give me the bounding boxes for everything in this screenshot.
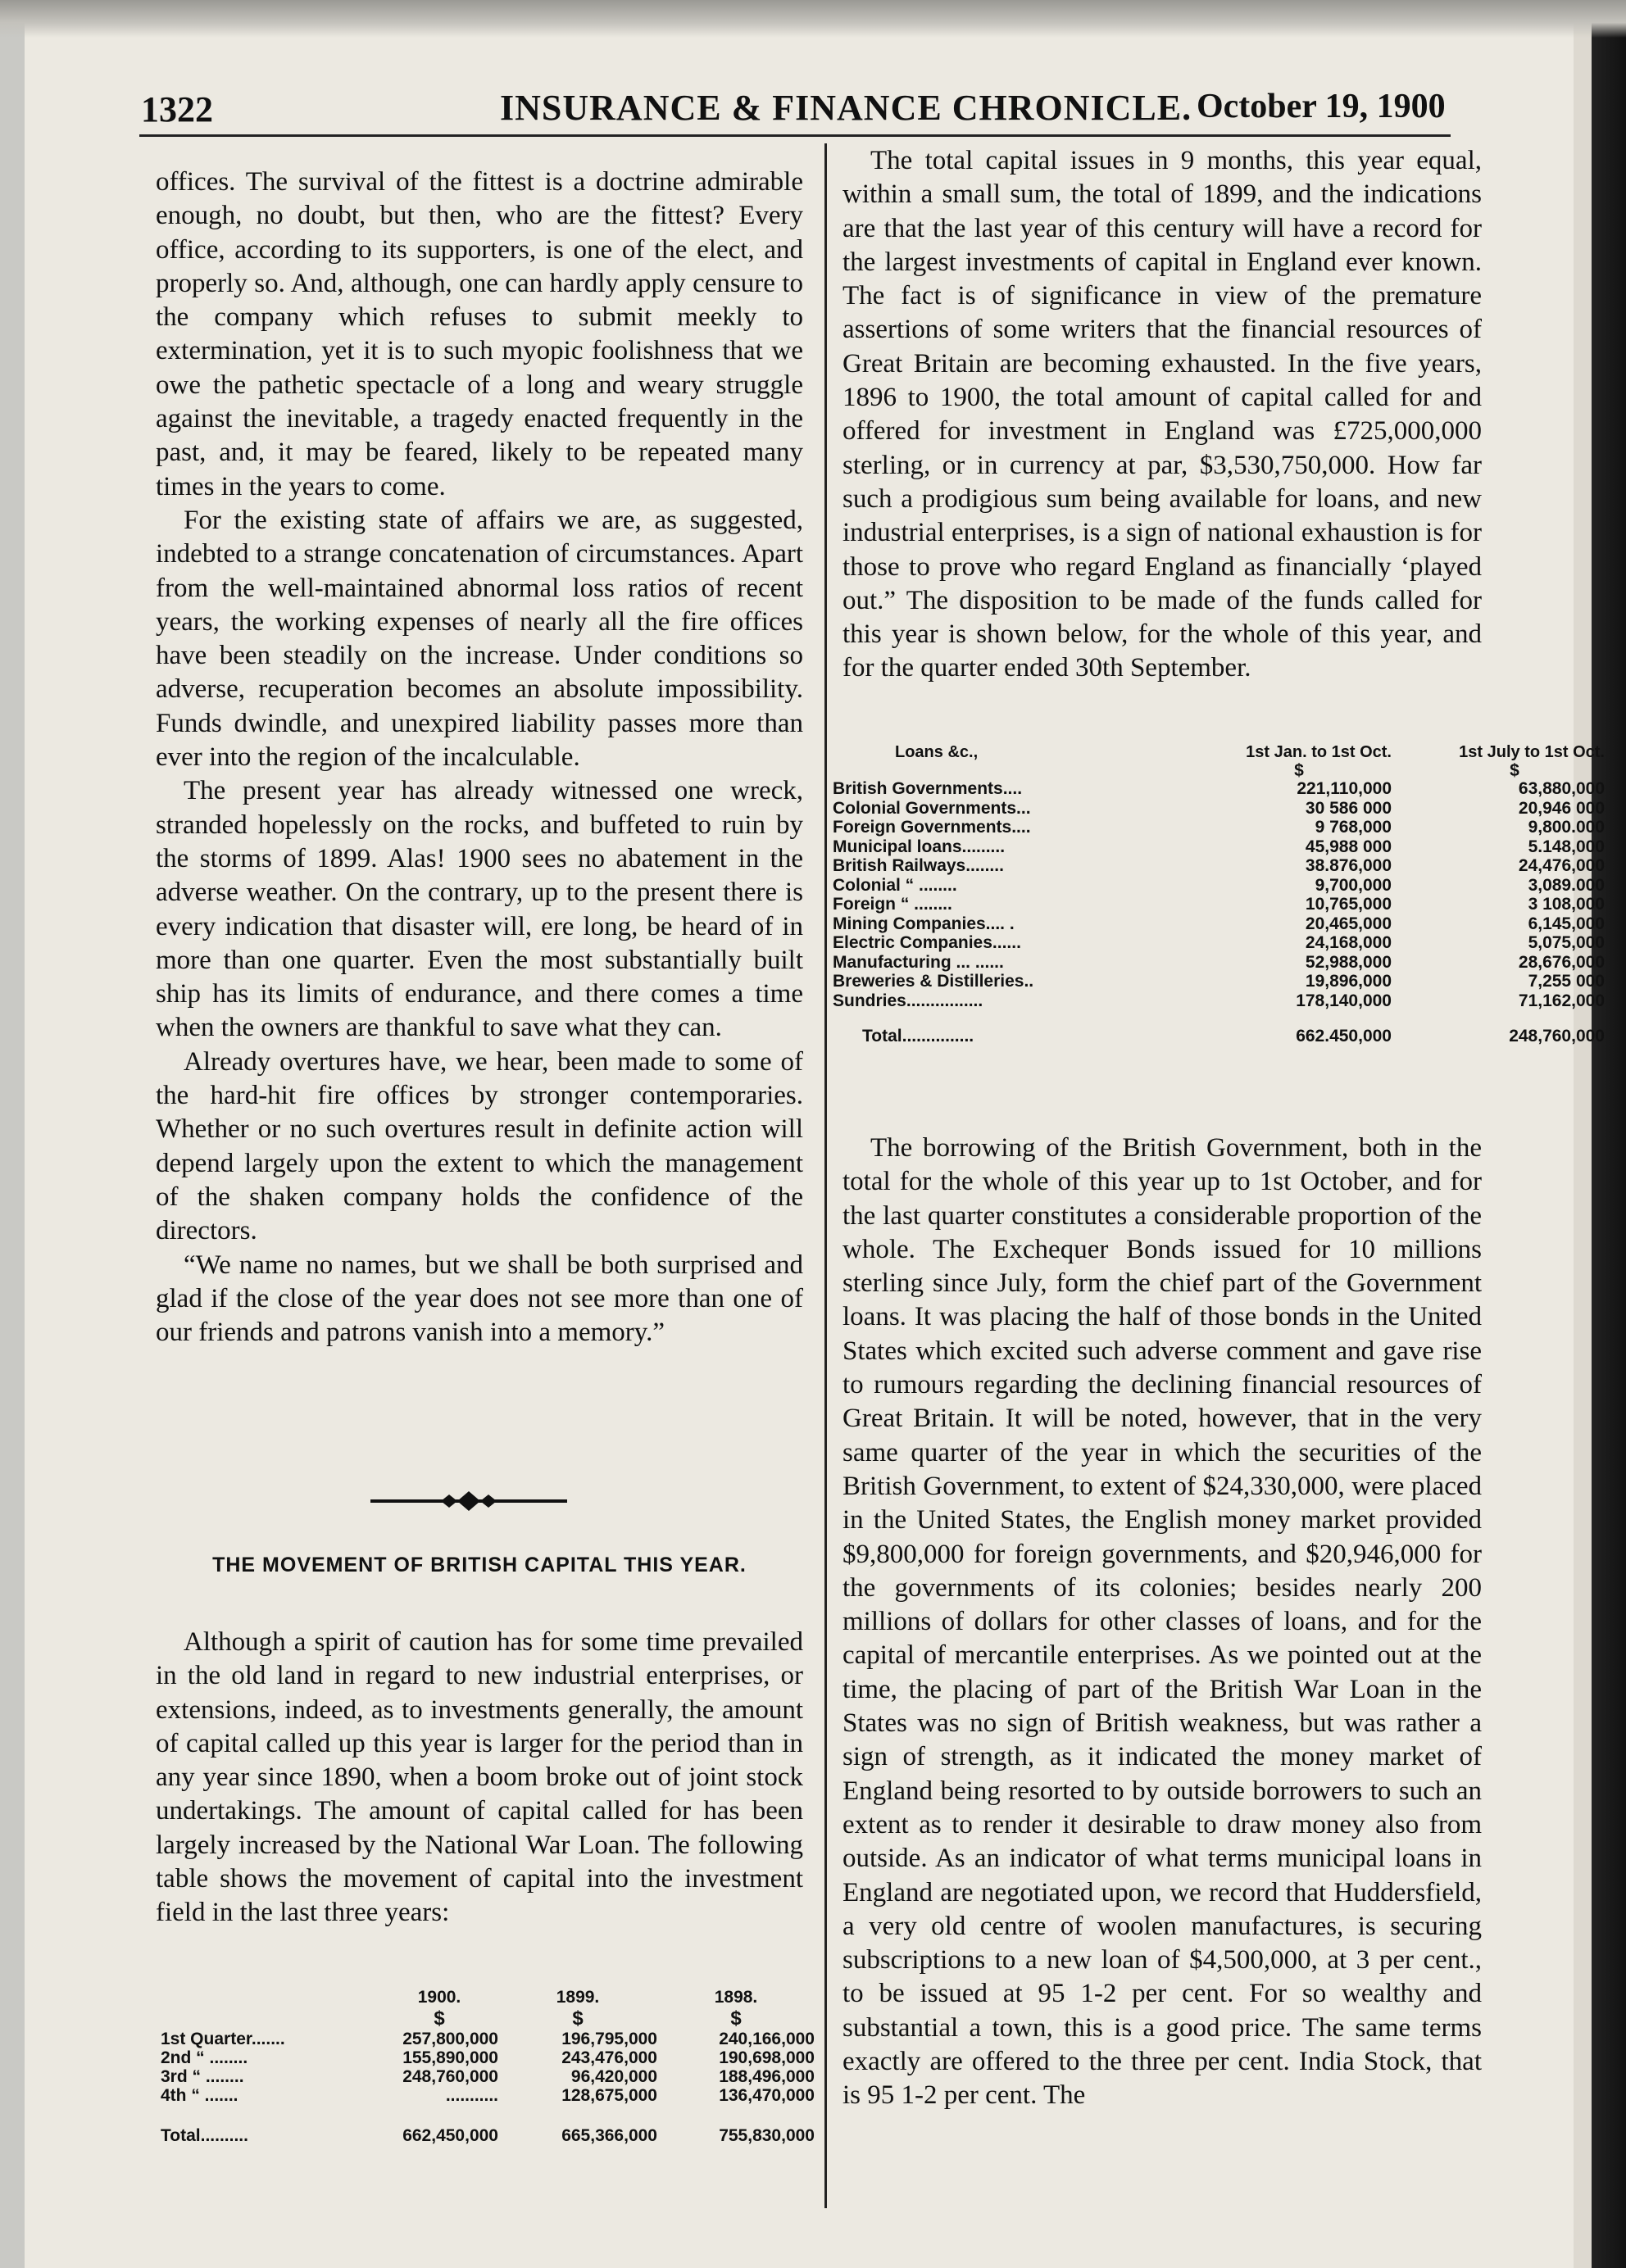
cell: 9,700,000 [1315,875,1392,895]
paragraph: Already overtures have, we hear, been made to some of the hard-hit fire offices by stronger contemporaries. Whether or no such overtures result in definite action will depend largely upon the extent to which the management of the shaken company holds the confidence of the directors. [156,1046,803,1246]
column-divider [824,143,827,2208]
cell: 155,890,000 [402,2048,498,2067]
cell: 243,476,000 [561,2048,657,2067]
cell: 665,366,000 [561,2126,657,2145]
cell: 45,988 000 [1305,837,1392,856]
column-header: 1899. [556,1988,600,2007]
currency-sign: $ [1294,761,1304,780]
cell: 662,450,000 [402,2126,498,2145]
column-header: 1st Jan. to 1st Oct. [1246,743,1392,761]
row-label: British Railways........ [833,856,1004,875]
capital-by-quarter-table [161,1987,815,2145]
left-column-continued [156,1626,803,1930]
table-row [828,914,1605,934]
paragraph: The borrowing of the British Government, both in the total for the whole of this year up to 1st October, and for the last quarter constitutes a considerable proportion of the whole. The Exchequer Bonds issued for 10 millions sterling since July, form the chief part of the Government loans. It was placing the half of those bonds in the United States which excited such adverse comment and gave rise to rumours regarding the declining financial resources of Great Britain. It will be noted, however, that in the very same quarter of the year in which the securities of the British Government, to extent of $24,330,000, were placed in the United States, the English money market provided $9,800,000 for foreign governments, and $20,946,000 for the governments of its colonies; besides nearly 200 millions of dollars for other classes of loans, and for the capital of mercantile enterprises. As we pointed out at the time, the placing of part of the British War Loan in the States was no sign of British weakness, but was rather a sign of strength, as it indicated the money market of England being resorted to by outside borrowers to such an extent as to render it desirable to draw money also from outside. As an indicator of what terms municipal loans in England are negotiated upon, we record that Huddersfield, a very old centre of woolen manufactures, is securing subscriptions to a new loan of $4,500,000, at 3 per cent., to be issued at 95 1-2 per cent. For so wealthy and substantial a town, this is a good price. The same terms exactly are offered to the three per cent. India Stock, that is 95 1-2 per cent. The [843,1133,1482,2111]
cell: 19,896,000 [1305,972,1392,991]
cell: 5.148,000 [1528,837,1605,856]
page-edge [1574,0,1626,2268]
cell: 30 586 000 [1305,798,1392,818]
section-heading: THE MOVEMENT OF BRITISH CAPITAL THIS YEAR. [212,1554,747,1576]
cell: 20,946 000 [1518,798,1605,818]
issue-date: October 19, 1900 [1197,88,1446,125]
row-label: Colonial Governments... [833,798,1031,818]
table-row [828,779,1605,799]
paragraph: Although a spirit of caution has for some time prevailed in the old land in regard to new industrial enterprises, or extensions, indeed, as to investments generally, the amount of capital called up this year is larger for the period than in any year since 1890, when a boom broke out of joint stock undertakings. The amount of capital called for has been largely increased by the National War Loan. The following table shows the movement of capital into the investment field in the last three years: [156,1627,803,1928]
cell: 188,496,000 [719,2067,815,2086]
page-header [131,82,1459,131]
cell: 248,760,000 [1509,1027,1605,1046]
row-label: Breweries & Distilleries.. [833,972,1034,991]
cell: 38.876,000 [1305,856,1392,875]
cell: 7,255 000 [1528,972,1605,991]
table-row [161,2067,815,2086]
currency-sign: $ [1510,761,1519,780]
cell: 9,800.000 [1528,818,1605,837]
cell: 3,089.000 [1528,875,1605,895]
cell: 63,880,000 [1518,779,1605,798]
page-number: 1322 [141,89,213,129]
cell: 96,420,000 [570,2067,657,2086]
cell: 71,162,000 [1518,991,1605,1010]
cell: 52,988,000 [1305,952,1392,972]
right-column [843,144,1482,686]
row-label: Foreign Governments.... [833,818,1031,837]
currency-sign: $ [572,2007,584,2030]
right-column-continued [843,1132,1482,2113]
row-label: 4th “ ....... [161,2086,238,2105]
total-row [828,1010,1605,1046]
column-header: 1st July to 1st Oct. [1459,743,1605,761]
row-label: Manufacturing ... ...... [833,952,1004,972]
cell: 248,760,000 [402,2067,498,2086]
cell: 24,476,000 [1518,856,1605,875]
cell: 196,795,000 [561,2030,657,2048]
cell: 755,830,000 [719,2126,815,2145]
row-label: Total.......... [161,2126,248,2145]
table-row [161,2048,815,2067]
currency-sign: $ [730,2007,742,2030]
cell: 9 768,000 [1315,818,1392,837]
paragraph: For the existing state of affairs we are, as suggested, indebted to a strange concatenation of circumstances. Apart from the well-maintained abnormal loss ratios of recent years, the working expenses of nearly all the fire offices have been steadily on the increase. Under conditions so adverse, recuperation becomes an absolute impossibility. Funds dwindle, and unexpired liability passes more than ever into the region of the incalculable. [156,505,803,773]
row-label: 3rd “ ........ [161,2067,244,2086]
table-row [828,991,1605,1011]
cell: 178,140,000 [1296,991,1392,1010]
cell: 240,166,000 [719,2030,815,2048]
cell: 10,765,000 [1305,895,1392,914]
cell: ........... [445,2086,498,2105]
column-header: 1900. [417,1988,461,2007]
column-header: Loans &c., [895,743,979,761]
total-row [161,2105,815,2145]
table-row [828,837,1605,857]
cell: 221,110,000 [1297,779,1392,798]
cell: 24,168,000 [1305,933,1392,952]
table-row [828,799,1605,819]
row-label: Foreign “ ........ [833,895,952,914]
row-label: Sundries................ [833,991,983,1010]
table-row [828,953,1605,973]
left-column [156,166,803,1349]
ornament-divider [370,1491,567,1511]
header-rule [139,134,1451,137]
column-header: 1898. [714,1988,758,2007]
row-label: 1st Quarter....... [161,2030,285,2048]
row-label: Total............... [862,1027,974,1046]
scan-shadow [0,0,1626,38]
table-row [828,876,1605,896]
row-label: 2nd “ ........ [161,2048,248,2067]
cell: 3 108,000 [1528,895,1605,914]
row-label: Electric Companies...... [833,933,1021,952]
cell: 662.450,000 [1296,1027,1392,1046]
cell: 128,675,000 [561,2086,657,2105]
table-row [828,972,1605,991]
table-row [161,2086,815,2105]
currency-sign: $ [434,2007,445,2030]
table-row [161,2030,815,2048]
cell: 28,676,000 [1518,952,1605,972]
cell: 257,800,000 [402,2030,498,2048]
paragraph: offices. The survival of the fittest is a doctrine admirable enough, no doubt, but then, who are the fittest? Every office, according to its supporters, is one of the elect, and properly so. And, although, one can hardly apply censure to the company which refuses to submit meekly to extermination, yet it is to such myopic foolishness that we owe the pathetic spectacle of a long and weary struggle against the inevitable, a tragedy enacted frequently in the past, and, it may be feared, likely to be repeated many times in the years to come. [156,167,803,501]
cell: 5,075,000 [1528,933,1605,952]
table-row [828,933,1605,953]
cell: 190,698,000 [719,2048,815,2067]
row-label: Colonial “ ........ [833,875,957,895]
table-row [828,818,1605,837]
paragraph: “We name no names, but we shall be both surprised and glad if the close of the year does not see more than one of our friends and patrons vanish into a memory.” [156,1250,803,1348]
loans-table [828,742,1605,1046]
table-row [828,856,1605,876]
row-label: British Governments.... [833,779,1023,798]
cell: 136,470,000 [719,2086,815,2105]
cell: 20,465,000 [1305,914,1392,933]
row-label: Mining Companies.... . [833,914,1015,933]
cell: 6,145,000 [1528,914,1605,933]
publication-title: INSURANCE & FINANCE CHRONICLE. [500,88,1192,128]
paragraph: The total capital issues in 9 months, this year equal, within a small sum, the total of 1899, and the indications are that the last year of this century will have a record for the largest investments of capital in England ever known. The fact is of significance in view of the premature assertions of some writers that the financial resources of Great Britain are becoming exhausted. In the five years, 1896 to 1900, the total amount of capital called for and offered for investment in England was £725,000,000 sterling, or in currency at par, $3,530,750,000. How far such a prodigious sum being available for loans, and new industrial enterprises, is a sign of national exhaustion is for those to prove who regard England as financially ‘played out.” The disposition to be made of the funds called for this year is shown below, for the whole of this year, and for the quarter ended 30th September. [843,146,1482,683]
row-label: Municipal loans......... [833,837,1006,856]
paragraph: The present year has already witnessed one wreck, stranded hopelessly on the rocks, and buffeted to ruin by the storms of 1899. Alas! 1900 sees no abatement in the adverse weather. On the contrary, up to the present there is every indication that disaster will, ere long, be heard of in more than one quarter. Even the most substantially built ship has its limits of endurance, and there comes a time when the owners are thankful to save what they can. [156,776,803,1043]
table-row [828,895,1605,914]
